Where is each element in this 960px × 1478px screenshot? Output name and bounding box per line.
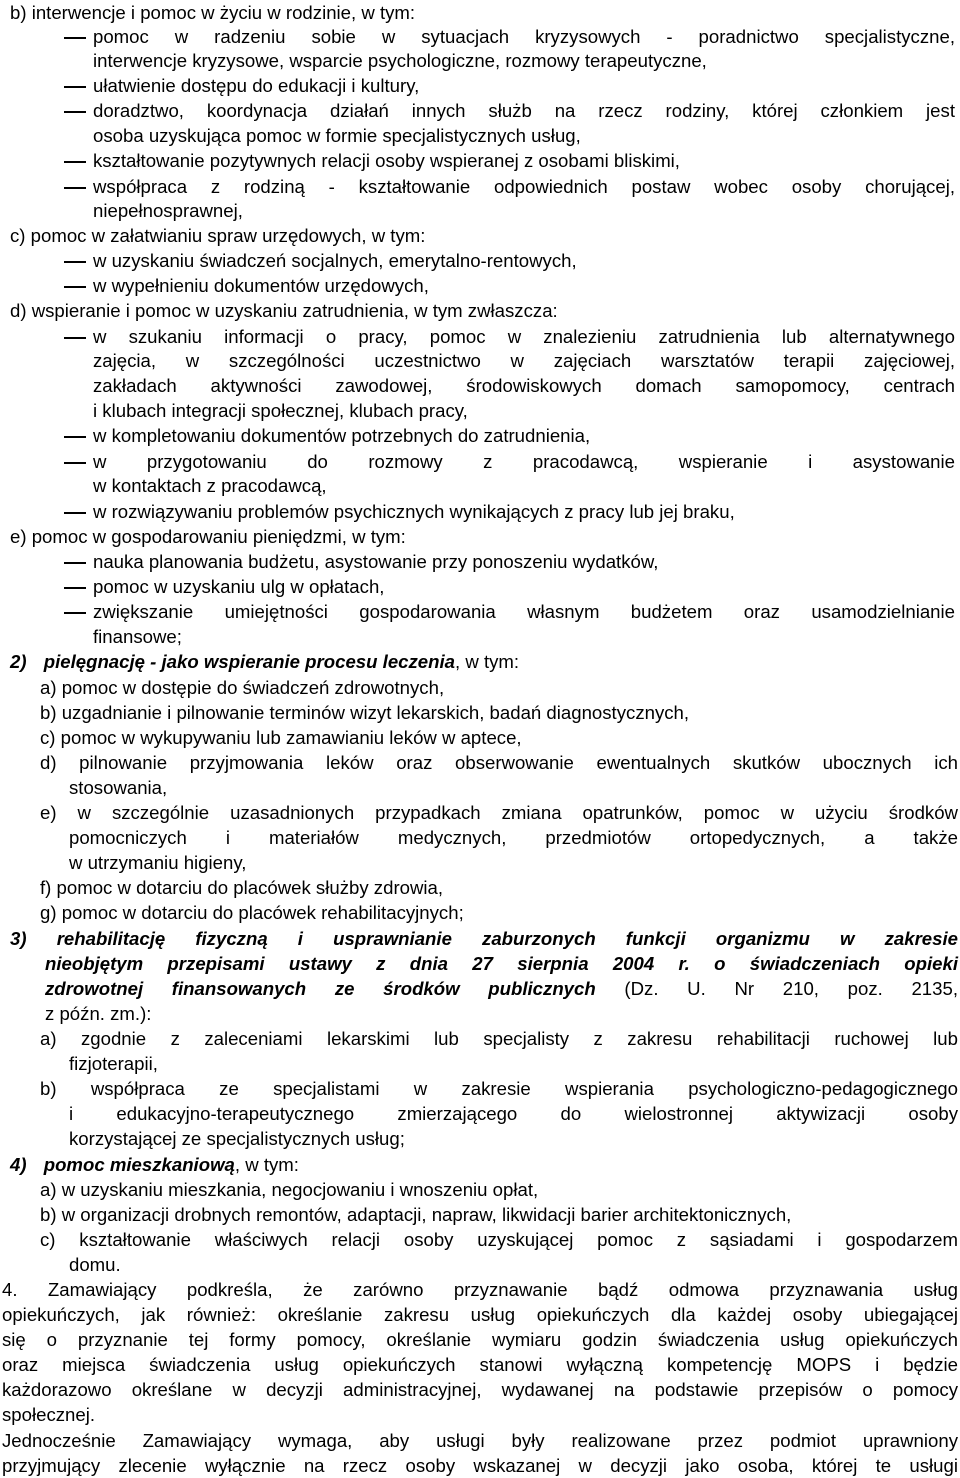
list-item: c) pomoc w wykupywaniu lub zamawianiu leków w aptece, <box>40 727 522 748</box>
paragraph-line: się o przyznanie tej formy pomocy, określanie wymiaru godzin świadczenia usług opiekuńczych <box>2 1329 958 1350</box>
section-title: pielęgnację - jako wspieranie procesu leczenia <box>43 651 456 672</box>
list-item: e) w szczególnie uzasadnionych przypadkach zmiana opatrunków, pomoc w użyciu środków <box>40 802 958 823</box>
dash-bullet <box>64 86 86 88</box>
list-item: b) w organizacji drobnych remontów, adaptacji, napraw, likwidacji barier architektonicznych, <box>40 1204 792 1225</box>
bullet-text: zwiększanie umiejętności gospodarowania własnym budżetem oraz usamodzielnianie <box>93 601 955 622</box>
paragraph-line: 4. Zamawiający podkreśla, że zarówno przyznawanie bądź odmowa przyznawania usług <box>2 1279 958 1300</box>
paragraph-line: opiekuńczych, jak również: określanie zakresu usług opiekuńczych dla każdej osoby ubiegającej <box>2 1304 958 1325</box>
bullet-text: w wypełnieniu dokumentów urzędowych, <box>93 275 429 296</box>
dash-bullet <box>64 161 86 163</box>
section-title-cont: nieobjętym przepisami ustawy z dnia 27 sierpnia 2004 r. o świadczeniach opieki <box>45 953 958 974</box>
bullet-text-cont: zajęcia, w szczególności uczestnictwo w zajęciach warsztatów terapii zajęciowej, <box>93 350 955 371</box>
paragraph-line: społecznej. <box>2 1404 96 1425</box>
bullet-text: pomoc w radzeniu sobie w sytuacjach kryzysowych - poradnictwo specjalistyczne, <box>93 26 955 47</box>
dash-bullet <box>64 562 86 564</box>
bullet-text: w przygotowaniu do rozmowy z pracodawcą, wspieranie i asystowanie <box>93 451 955 472</box>
bullet-text: w kompletowaniu dokumentów potrzebnych do zatrudnienia, <box>93 425 591 446</box>
section-title: pomoc mieszkaniową <box>43 1154 235 1175</box>
bullet-text: nauka planowania budżetu, asystowanie przy ponoszeniu wydatków, <box>93 551 659 572</box>
dash-bullet <box>64 587 86 589</box>
dash-bullet <box>64 462 86 464</box>
section-title: rehabilitację fizyczną i usprawnianie zaburzonych funkcji organizmu w zakresie <box>56 928 958 949</box>
bullet-text: współpraca z rodziną - kształtowanie odpowiednich postaw wobec osoby chorującej, <box>93 176 955 197</box>
section-number: 3) <box>10 928 27 949</box>
section-4-heading <box>10 1154 299 1176</box>
bullet-text: w szukaniu informacji o pracy, pomoc w znalezieniu zatrudnienia lub alternatywnego <box>93 326 955 347</box>
paragraph-line: przyjmujący zlecenie wyłącznie na rzecz osoby wskazanej w decyzji jako osoba, której te usługi <box>2 1455 958 1476</box>
bullet-text-cont: zakładach aktywności zawodowej, środowiskowych domach samopomocy, centrach <box>93 375 955 396</box>
dash-bullet <box>64 436 86 438</box>
list-item: a) pomoc w dostępie do świadczeń zdrowotnych, <box>40 677 445 698</box>
list-item: f) pomoc w dotarciu do placówek służby zdrowia, <box>40 877 444 898</box>
dash-bullet <box>64 512 86 514</box>
dash-bullet <box>64 337 86 339</box>
section-2-heading <box>10 651 519 673</box>
section-title-suffix: , w tym: <box>234 1154 299 1175</box>
item-d-heading: d) wspieranie i pomoc w uzyskaniu zatrudnienia, w tym zwłaszcza: <box>10 300 558 321</box>
section-number: 4) <box>10 1154 27 1175</box>
bullet-text: pomoc w uzyskaniu ulg w opłatach, <box>93 576 385 597</box>
list-item-cont: fizjoterapii, <box>69 1053 158 1074</box>
bullet-text-cont: finansowe; <box>93 626 182 647</box>
item-e-heading: e) pomoc w gospodarowaniu pieniędzmi, w tym: <box>10 526 406 547</box>
section-title-cont: z późn. zm.): <box>45 1003 152 1024</box>
section-number: 2) <box>10 651 27 672</box>
list-item: g) pomoc w dotarciu do placówek rehabilitacyjnych; <box>40 902 464 923</box>
list-item: d) pilnowanie przyjmowania leków oraz obserwowanie ewentualnych skutków ubocznych ich <box>40 752 958 773</box>
list-item-cont: w utrzymaniu higieny, <box>69 852 247 873</box>
list-item-cont: domu. <box>69 1254 121 1275</box>
dash-bullet <box>64 111 86 113</box>
list-item-cont: korzystającej ze specjalistycznych usług; <box>69 1128 405 1149</box>
dash-bullet <box>64 37 86 39</box>
bullet-text-cont: interwencje kryzysowe, wsparcie psychologiczne, rozmowy terapeutyczne, <box>93 50 707 71</box>
dash-bullet <box>64 286 86 288</box>
paragraph-line: Jednocześnie Zamawiający wymaga, aby usługi były realizowane przez podmiot uprawniony <box>2 1430 958 1451</box>
list-item: c) kształtowanie właściwych relacji osoby uzyskującej pomoc z sąsiadami i gospodarzem <box>40 1229 958 1250</box>
list-item: a) w uzyskaniu mieszkania, negocjowaniu i wnoszeniu opłat, <box>40 1179 539 1200</box>
list-item: b) współpraca ze specjalistami w zakresie wspierania psychologiczno-pedagogicznego <box>40 1078 958 1099</box>
bullet-text-cont: i klubach integracji społecznej, klubach pracy, <box>93 400 468 421</box>
item-b-heading: b) interwencje i pomoc w życiu w rodzinie, w tym: <box>10 2 416 23</box>
list-item-cont: stosowania, <box>69 777 168 798</box>
section-title-cont <box>45 978 958 1000</box>
act-reference: (Dz. U. Nr 210, poz. 2135, <box>595 978 958 999</box>
dash-bullet <box>64 261 86 263</box>
list-item-cont: pomocniczych i materiałów medycznych, przedmiotów ortopedycznych, a także <box>69 827 958 848</box>
list-item: a) zgodnie z zaleceniami lekarskimi lub specjalisty z zakresu rehabilitacji ruchowej lub <box>40 1028 958 1049</box>
list-item: b) uzgadnianie i pilnowanie terminów wizyt lekarskich, badań diagnostycznych, <box>40 702 690 723</box>
bullet-text: w uzyskaniu świadczeń socjalnych, emerytalno-rentowych, <box>93 250 577 271</box>
bullet-text-cont: w kontaktach z pracodawcą, <box>93 475 327 496</box>
bullet-text-cont: niepełnosprawnej, <box>93 200 243 221</box>
paragraph-line: każdorazowo określane w decyzji administracyjnej, wydawanej na podstawie przepisów o pomocy <box>2 1379 958 1400</box>
section-title-suffix: , w tym: <box>455 651 520 672</box>
bullet-text-cont: osoba uzyskująca pomoc w formie specjalistycznych usług, <box>93 125 581 146</box>
bullet-text: doradztwo, koordynacja działań innych służb na rzecz rodziny, której członkiem jest <box>93 100 955 121</box>
paragraph-line: oraz miejsca świadczenia usług opiekuńczych stanowi wyłączną kompetencję MOPS i będzie <box>2 1354 958 1375</box>
bullet-text: ułatwienie dostępu do edukacji i kultury, <box>93 75 420 96</box>
section-3-heading <box>10 928 958 950</box>
item-c-heading: c) pomoc w załatwianiu spraw urzędowych, w tym: <box>10 225 426 246</box>
bullet-text: w rozwiązywaniu problemów psychicznych wynikających z pracy lub jej braku, <box>93 501 735 522</box>
bullet-text: kształtowanie pozytywnych relacji osoby wspieranej z osobami bliskimi, <box>93 150 680 171</box>
dash-bullet <box>64 612 86 614</box>
dash-bullet <box>64 187 86 189</box>
act-title: zdrowotnej finansowanych ze środków publicznych <box>45 978 596 999</box>
list-item-cont: i edukacyjno-terapeutycznego zmierzającego do wielostronnej aktywizacji osoby <box>69 1103 958 1124</box>
